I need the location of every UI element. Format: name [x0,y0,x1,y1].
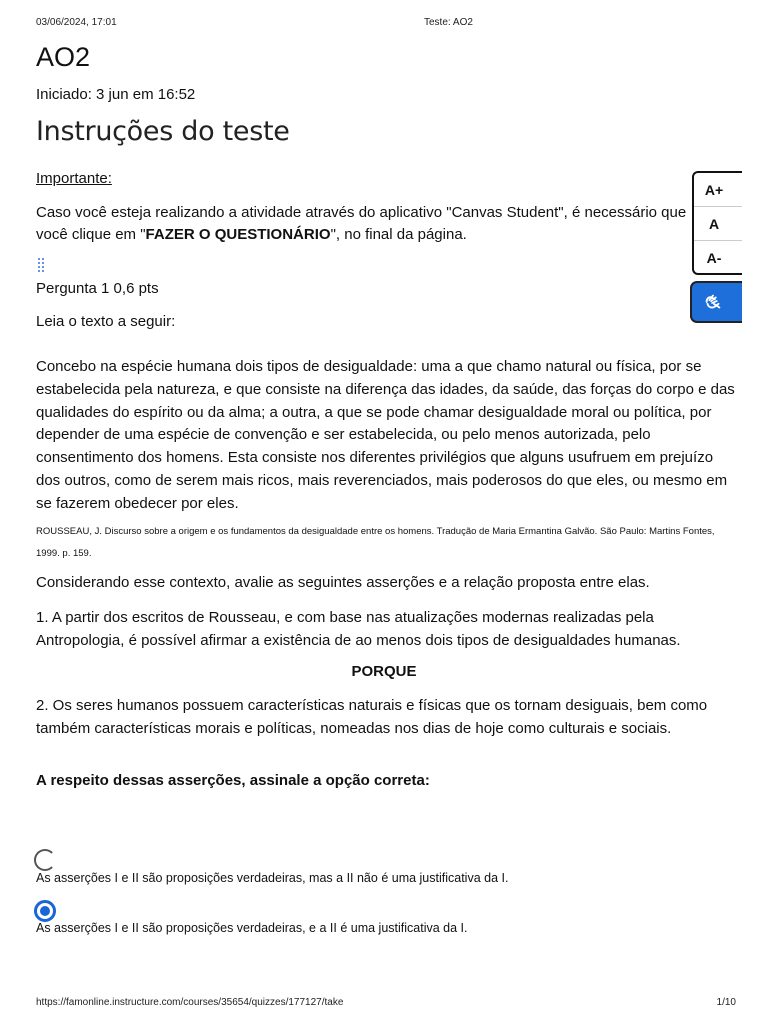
font-increase-button[interactable]: A+ [694,173,742,207]
option-2-label[interactable]: As asserções I e II são proposições verdadeiras, e a II é uma justificativa da I. [36,921,468,935]
question-header: Pergunta 1 0,6 pts [36,280,159,297]
quiz-title: AO2 [36,42,91,72]
note-line-1: Caso você esteja realizando a atividade através do aplicativo "Canvas Student", é necessário que [36,204,687,221]
question-prompt: A respeito dessas asserções, assinale a opção correta: [36,772,430,789]
question-context: Considerando esse contexto, avalie as seguintes asserções e a relação proposta entre elas. [36,574,650,591]
instructions-note [36,202,696,246]
option-1-label[interactable]: As asserções I e II são proposições verdadeiras, mas a II não é uma justificativa da I. [36,871,509,885]
question-lead: Leia o texto a seguir: [36,313,176,330]
option-2-radio[interactable] [34,900,56,922]
question-passage: Concebo na espécie humana dois tipos de desigualdade: uma a que chamo natural ou física, por se estabelecida pela natureza, e que consiste na diferença das idades, da saúde, das forças do corpo e das qualidades do espírito ou da alma; a outra, a que se pode chamar desigualdade moral ou política, por depender de uma espécie de convenção e ser estabelecida, ou pelo menos autorizada, pelo consentimento dos homens. Esta consiste nos diferentes privilégios que alguns usufruem em prejuízo dos outros, como de serem mais ricos, mais reverenciados, mais poderosos do que eles, ou mesmo em se fazerem obedecer por eles. [36,358,735,512]
font-decrease-button[interactable]: A- [706,249,722,266]
note-bold: FAZER O QUESTIONÁRIO [145,226,331,243]
option-1-radio[interactable] [34,849,56,871]
assertion-connector: PORQUE [351,663,417,680]
instructions-title: Instruções do teste [36,116,290,147]
important-label: Importante: [36,170,112,187]
assertion-1: 1. A partir dos escritos de Rousseau, e com base nas atualizações modernas realizadas pela Antropologia, é possível afirmar a existência de ao menos dois tipos de desigualdades humanas. [36,609,681,649]
print-page-number: 1/10 [716,997,736,1008]
drag-handle-icon[interactable] [38,258,46,274]
note-prefix: você clique em " [36,226,146,243]
accessibility-button[interactable] [690,281,742,323]
print-date: 03/06/2024, 17:01 [36,17,117,28]
font-reset-button[interactable]: A [694,207,742,241]
sign-language-icon [702,291,724,313]
quiz-started: Iniciado: 3 jun em 16:52 [36,86,196,103]
passage-reference: ROUSSEAU, J. Discurso sobre a origem e os fundamentos da desigualdade entre os homens. Tradução de Maria Ermantina Galvão. São Paulo: Martins Fontes, 1999. p. 159. [36,526,715,559]
note-suffix: ", no final da página. [330,226,467,243]
print-url: https://famonline.instructure.com/courses/35654/quizzes/177127/take [36,997,344,1008]
assertion-2: 2. Os seres humanos possuem características naturais e físicas que os tornam desiguais, bem como também características morais e políticas, nomeadas nos dias de hoje como culturais e sociais. [36,697,708,737]
font-size-panel [692,171,742,275]
print-page-title: Teste: AO2 [424,17,473,28]
